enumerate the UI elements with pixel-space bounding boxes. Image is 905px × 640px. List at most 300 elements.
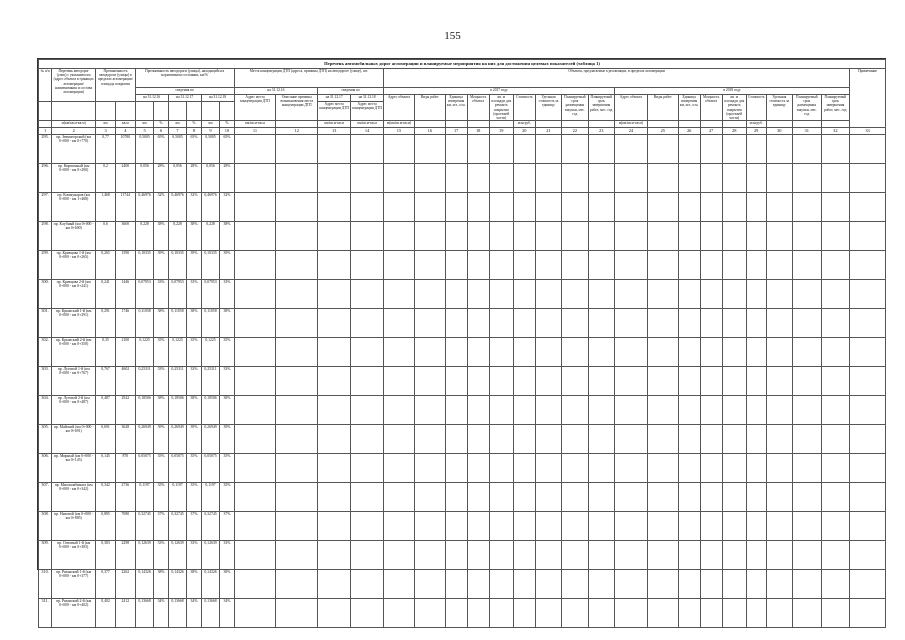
cell-empty xyxy=(647,570,678,599)
cell-empty xyxy=(467,512,489,541)
cell-v1: 0,18506 xyxy=(135,396,154,425)
cell-empty xyxy=(746,541,766,570)
cell-empty xyxy=(850,193,886,222)
unit-sqm: кв.м xyxy=(115,121,135,128)
cell-empty xyxy=(513,338,535,367)
cell-v1: 0,1225 xyxy=(135,338,154,367)
header-empty xyxy=(96,102,116,121)
cell-empty xyxy=(351,280,384,309)
cell-empty xyxy=(489,367,513,396)
roads-table xyxy=(38,59,886,628)
cell-empty xyxy=(746,425,766,454)
cell-empty xyxy=(234,338,276,367)
cell-empty xyxy=(722,193,746,222)
cell-empty xyxy=(614,280,647,309)
cell-empty xyxy=(414,599,445,628)
cell-empty xyxy=(588,280,614,309)
table-row xyxy=(39,280,886,309)
cell-empty xyxy=(351,222,384,251)
cell-p2: 38% xyxy=(187,309,201,338)
cell-empty xyxy=(318,570,351,599)
cell-area: 10780 xyxy=(115,135,135,164)
cell-empty xyxy=(700,483,722,512)
cell-empty xyxy=(792,570,821,599)
cell-empty xyxy=(384,222,415,251)
cell-empty xyxy=(700,570,722,599)
header-obj-capacity: Мощность объекта xyxy=(467,95,489,121)
cell-empty xyxy=(766,425,792,454)
cell-empty xyxy=(318,512,351,541)
cell-empty xyxy=(414,367,445,396)
cell-empty xyxy=(384,164,415,193)
cell-empty xyxy=(513,135,535,164)
cell-empty xyxy=(414,251,445,280)
cell-empty xyxy=(766,512,792,541)
cell-empty xyxy=(766,164,792,193)
header-obj-procurement: Планируемый срок размещения закупки, мес. год xyxy=(562,95,588,121)
cell-no: 310. xyxy=(39,570,52,599)
column-number: 22 xyxy=(562,128,588,135)
cell-v1: 0,10335 xyxy=(135,251,154,280)
header-objects: Объекты, предлагаемые к реализации, в пределах агломерации xyxy=(384,69,850,88)
cell-empty xyxy=(351,251,384,280)
cell-empty xyxy=(722,512,746,541)
cell-name: пр. Клубный (км 0+000 - км 0+600) xyxy=(52,222,96,251)
cell-empty xyxy=(647,251,678,280)
cell-p3: 35% xyxy=(220,483,234,512)
cell-empty xyxy=(467,164,489,193)
cell-empty xyxy=(850,599,886,628)
cell-empty xyxy=(276,222,318,251)
header-length: Протяженность автодороги (улицы) в пределах агломерации/площадь покрытия xyxy=(96,69,136,102)
cell-empty xyxy=(678,454,700,483)
table-title: Перечень автомобильных дорог агломерации и планируемые мероприятия на них для достижения целевых показателей (таблица 1) xyxy=(39,60,886,69)
unit-kmkm: км/кв.м-кв.м xyxy=(318,121,351,128)
unit-mln: млн руб. xyxy=(746,121,766,128)
cell-empty xyxy=(276,541,318,570)
cell-empty xyxy=(535,454,561,483)
cell-empty xyxy=(467,251,489,280)
cell-empty xyxy=(351,396,384,425)
header-no: № п/п xyxy=(39,69,52,102)
cell-empty xyxy=(792,251,821,280)
cell-p2: 38% xyxy=(187,222,201,251)
cell-empty xyxy=(562,512,588,541)
cell-empty xyxy=(445,367,467,396)
cell-empty xyxy=(700,599,722,628)
cell-empty xyxy=(588,541,614,570)
header-note: Примечание xyxy=(850,69,886,128)
cell-empty xyxy=(614,164,647,193)
cell-name: пр. Рязанский 2-й (км 0+000 - км 0+402) xyxy=(52,599,96,628)
cell-empty xyxy=(467,396,489,425)
cell-v2: 0,13668 xyxy=(168,599,187,628)
column-number: 27 xyxy=(700,128,722,135)
cell-empty xyxy=(647,164,678,193)
cell-p3: 33% xyxy=(220,541,234,570)
cell-p3: 33% xyxy=(220,367,234,396)
cell-empty xyxy=(234,367,276,396)
cell-empty xyxy=(318,164,351,193)
cell-empty xyxy=(351,599,384,628)
unit-kmsqm: м(км/кв.м-кв.м) xyxy=(614,121,647,128)
cell-empty xyxy=(513,599,535,628)
cell-no: 301. xyxy=(39,309,52,338)
cell-p3: 38% xyxy=(220,570,234,599)
cell-empty xyxy=(445,251,467,280)
cell-p3: 33% xyxy=(220,280,234,309)
cell-empty xyxy=(351,309,384,338)
cell-empty xyxy=(489,512,513,541)
column-number: 15 xyxy=(384,128,415,135)
cell-empty xyxy=(562,483,588,512)
cell-p1: 38% xyxy=(154,222,168,251)
unit-empty xyxy=(276,121,318,128)
cell-name: пр. Луговой 1-й (км 0+000 - км 0+767) xyxy=(52,367,96,396)
unit-km: км xyxy=(201,121,220,128)
unit-mln: млн руб. xyxy=(513,121,535,128)
cell-p3: 65% xyxy=(220,135,234,164)
table-row xyxy=(39,454,886,483)
cell-empty xyxy=(276,309,318,338)
cell-empty xyxy=(647,483,678,512)
cell-empty xyxy=(821,454,850,483)
cell-empty xyxy=(384,454,415,483)
cell-empty xyxy=(414,280,445,309)
cell-empty xyxy=(384,193,415,222)
cell-empty xyxy=(722,280,746,309)
cell-empty xyxy=(234,512,276,541)
cell-empty xyxy=(700,454,722,483)
column-number: 29 xyxy=(746,128,766,135)
unit-empty xyxy=(722,121,746,128)
header-date-16: на 31.12.16 xyxy=(135,95,168,102)
cell-len: 0,377 xyxy=(96,570,116,599)
cell-empty xyxy=(722,164,746,193)
cell-empty xyxy=(850,338,886,367)
header-date-17: на 31.12.17 xyxy=(168,95,201,102)
cell-v2: 0,11058 xyxy=(168,309,187,338)
cell-empty xyxy=(792,280,821,309)
cell-empty xyxy=(588,454,614,483)
cell-empty xyxy=(614,338,647,367)
cell-p2: 35% xyxy=(187,483,201,512)
cell-empty xyxy=(318,193,351,222)
cell-empty xyxy=(746,222,766,251)
cell-p3: 37% xyxy=(220,512,234,541)
cell-empty xyxy=(766,193,792,222)
cell-empty xyxy=(614,309,647,338)
cell-len: 0,145 xyxy=(96,454,116,483)
cell-empty xyxy=(722,396,746,425)
cell-empty xyxy=(678,483,700,512)
cell-empty xyxy=(489,599,513,628)
cell-empty xyxy=(445,483,467,512)
cell-empty xyxy=(821,512,850,541)
cell-empty xyxy=(513,570,535,599)
unit-empty xyxy=(414,121,445,128)
cell-empty xyxy=(445,541,467,570)
table-row xyxy=(39,570,886,599)
cell-empty xyxy=(792,135,821,164)
cell-v3: 0,228 xyxy=(201,222,220,251)
cell-name: пр. Рязанский 1-й (км 0+000 - км 0+377) xyxy=(52,570,96,599)
cell-v3: 0,5005 xyxy=(201,135,220,164)
cell-name: пр. Оптовый 1-й (км 0+000 - км 0+383) xyxy=(52,541,96,570)
cell-v1: 0,12639 xyxy=(135,541,154,570)
cell-area: 870 xyxy=(115,454,135,483)
cell-empty xyxy=(850,512,886,541)
header-year-2017: в 2017 году xyxy=(384,88,615,95)
cell-v3: 0,18506 xyxy=(201,396,220,425)
cell-empty xyxy=(647,193,678,222)
cell-len: 0,6 xyxy=(96,222,116,251)
header-obj-unit-18: Единица измерения км, шт., п.м. xyxy=(678,95,700,121)
cell-v1: 0,11058 xyxy=(135,309,154,338)
cell-p3: 39% xyxy=(220,425,234,454)
cell-empty xyxy=(647,599,678,628)
cell-empty xyxy=(384,396,415,425)
cell-empty xyxy=(513,222,535,251)
column-number: 26 xyxy=(678,128,700,135)
cell-empty xyxy=(535,599,561,628)
cell-empty xyxy=(489,222,513,251)
cell-p1: 38% xyxy=(154,309,168,338)
cell-empty xyxy=(351,338,384,367)
cell-empty xyxy=(384,570,415,599)
cell-len: 0,383 xyxy=(96,541,116,570)
table-row xyxy=(39,512,886,541)
cell-empty xyxy=(792,164,821,193)
cell-empty xyxy=(766,599,792,628)
cell-empty xyxy=(276,135,318,164)
cell-empty xyxy=(445,512,467,541)
cell-empty xyxy=(276,512,318,541)
cell-p3: 38% xyxy=(220,222,234,251)
cell-empty xyxy=(467,135,489,164)
cell-empty xyxy=(792,512,821,541)
cell-empty xyxy=(722,309,746,338)
cell-empty xyxy=(588,222,614,251)
cell-empty xyxy=(647,396,678,425)
cell-empty xyxy=(276,193,318,222)
cell-no: 308. xyxy=(39,512,52,541)
cell-empty xyxy=(513,309,535,338)
column-number: 18 xyxy=(467,128,489,135)
cell-p3: 38% xyxy=(220,396,234,425)
cell-empty xyxy=(850,251,886,280)
cell-v3: 0,056 xyxy=(201,164,220,193)
cell-empty xyxy=(821,483,850,512)
cell-len: 0,241 xyxy=(96,280,116,309)
header-empty xyxy=(220,102,234,121)
cell-empty xyxy=(700,251,722,280)
cell-empty xyxy=(384,280,415,309)
cell-empty xyxy=(234,193,276,222)
cell-empty xyxy=(647,135,678,164)
cell-empty xyxy=(535,222,561,251)
cell-empty xyxy=(234,280,276,309)
cell-p3: 35% xyxy=(220,338,234,367)
unit-empty xyxy=(535,121,561,128)
header-obj-address-18: Адрес объекта xyxy=(614,95,647,121)
cell-name: пр. Крымский 2-й (км 0+000 - км 0+350) xyxy=(52,338,96,367)
unit-kmsqm: м(км/кв.м-кв.м) xyxy=(384,121,415,128)
cell-empty xyxy=(850,309,886,338)
cell-empty xyxy=(678,541,700,570)
cell-empty xyxy=(821,599,850,628)
cell-empty xyxy=(678,338,700,367)
header-empty xyxy=(201,102,220,121)
cell-v2: 0,32745 xyxy=(168,512,187,541)
cell-empty xyxy=(445,599,467,628)
cell-v3: 0,46976 xyxy=(201,193,220,222)
cell-len: 0,291 xyxy=(96,309,116,338)
cell-empty xyxy=(384,309,415,338)
cell-empty xyxy=(467,222,489,251)
cell-empty xyxy=(384,512,415,541)
cell-empty xyxy=(792,193,821,222)
header-obj-area-18: кв. м площади для ремонта покрытия (проезжей части) xyxy=(722,95,746,121)
unit-km: км xyxy=(135,121,154,128)
cell-empty xyxy=(588,164,614,193)
cell-empty xyxy=(351,193,384,222)
cell-empty xyxy=(746,280,766,309)
cell-empty xyxy=(614,193,647,222)
header-empty xyxy=(115,102,135,121)
column-number: 14 xyxy=(351,128,384,135)
cell-empty xyxy=(588,599,614,628)
cell-empty xyxy=(700,193,722,222)
cell-area: 1746 xyxy=(115,309,135,338)
cell-empty xyxy=(722,338,746,367)
cell-p3: 34% xyxy=(220,599,234,628)
column-number: 21 xyxy=(535,128,561,135)
header-year-2018: в 2018 году xyxy=(614,88,849,95)
column-number: 7 xyxy=(168,128,187,135)
cell-empty xyxy=(588,251,614,280)
table-row xyxy=(39,425,886,454)
cell-p1: 33% xyxy=(154,367,168,396)
cell-v2: 0,12639 xyxy=(168,541,187,570)
cell-len: 0,2 xyxy=(96,164,116,193)
table-row xyxy=(39,193,886,222)
cell-empty xyxy=(276,251,318,280)
column-number: 23 xyxy=(588,128,614,135)
cell-empty xyxy=(234,570,276,599)
cell-empty xyxy=(535,425,561,454)
cell-empty xyxy=(414,512,445,541)
cell-empty xyxy=(276,367,318,396)
cell-empty xyxy=(722,425,746,454)
cell-name: пр. Кривцова 1-й (км 0+000 - км 0+265) xyxy=(52,251,96,280)
cell-empty xyxy=(562,222,588,251)
cell-p3: 38% xyxy=(220,309,234,338)
cell-empty xyxy=(489,164,513,193)
unit-kmsqm: м(км/кв.м-кв.м) xyxy=(52,121,96,128)
cell-empty xyxy=(792,309,821,338)
cell-empty xyxy=(234,396,276,425)
cell-empty xyxy=(821,193,850,222)
cell-empty xyxy=(746,396,766,425)
cell-empty xyxy=(489,483,513,512)
cell-len: 0,691 xyxy=(96,425,116,454)
cell-empty xyxy=(351,454,384,483)
cell-empty xyxy=(647,309,678,338)
cell-area: 1590 xyxy=(115,251,135,280)
cell-p2: 39% xyxy=(187,425,201,454)
cell-p2: 35% xyxy=(187,338,201,367)
header-conc-address: Адрес места концентрации ДТП xyxy=(234,95,276,121)
header-obj-area: кв. м площади для ремонта покрытия (проезжей части) xyxy=(489,95,513,121)
header-obj-procurement-18: Планируемый срок размещения закупки, мес. год xyxy=(792,95,821,121)
header-obj-completion: Планируемый срок завершения работ, мес. год xyxy=(588,95,614,121)
cell-empty xyxy=(766,280,792,309)
cell-empty xyxy=(678,309,700,338)
cell-empty xyxy=(445,222,467,251)
cell-empty xyxy=(234,164,276,193)
cell-empty xyxy=(792,454,821,483)
cell-empty xyxy=(234,251,276,280)
cell-no: 299. xyxy=(39,251,52,280)
cell-empty xyxy=(647,222,678,251)
cell-empty xyxy=(850,280,886,309)
table-row xyxy=(39,396,886,425)
column-number: 25 xyxy=(647,128,678,135)
column-number: 9 xyxy=(201,128,220,135)
unit-empty xyxy=(792,121,821,128)
cell-empty xyxy=(746,164,766,193)
cell-empty xyxy=(489,396,513,425)
cell-empty xyxy=(489,338,513,367)
cell-empty xyxy=(384,135,415,164)
cell-v1: 0,14326 xyxy=(135,570,154,599)
cell-area: 4602 xyxy=(115,367,135,396)
cell-empty xyxy=(850,570,886,599)
cell-empty xyxy=(821,367,850,396)
cell-empty xyxy=(562,396,588,425)
cell-area: 3628 xyxy=(115,425,135,454)
cell-empty xyxy=(318,135,351,164)
cell-v1: 0,32745 xyxy=(135,512,154,541)
cell-empty xyxy=(821,338,850,367)
header-obj-completion-18: Планируемый срок завершения работ, мес. год xyxy=(821,95,850,121)
cell-empty xyxy=(318,309,351,338)
cell-v3: 0,1197 xyxy=(201,483,220,512)
cell-empty xyxy=(588,309,614,338)
cell-empty xyxy=(318,541,351,570)
cell-empty xyxy=(562,425,588,454)
document-sheet xyxy=(37,58,886,608)
cell-empty xyxy=(746,193,766,222)
cell-len: 0,35 xyxy=(96,338,116,367)
cell-area: 2412 xyxy=(115,599,135,628)
cell-empty xyxy=(562,599,588,628)
unit-km: км xyxy=(96,121,116,128)
cell-len: 1,468 xyxy=(96,193,116,222)
cell-len: 0,402 xyxy=(96,599,116,628)
cell-empty xyxy=(766,541,792,570)
cell-empty xyxy=(821,396,850,425)
cell-empty xyxy=(414,135,445,164)
cell-empty xyxy=(792,425,821,454)
column-number: 8 xyxy=(187,128,201,135)
cell-v3: 0,12639 xyxy=(201,541,220,570)
unit-pct: % xyxy=(220,121,234,128)
cell-empty xyxy=(384,483,415,512)
cell-p2: 28% xyxy=(187,164,201,193)
cell-p1: 28% xyxy=(154,164,168,193)
